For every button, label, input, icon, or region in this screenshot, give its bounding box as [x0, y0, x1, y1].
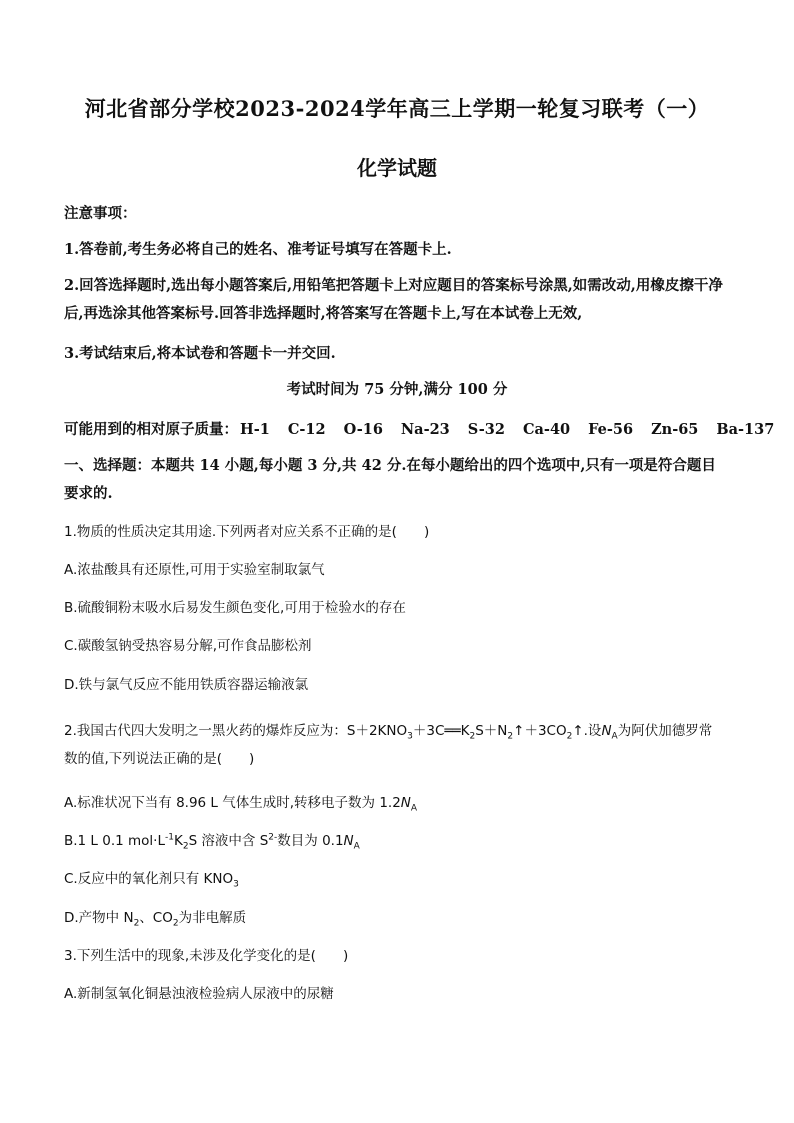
atomic-mass-item: C-12: [287, 421, 326, 438]
atomic-mass-item: Ba-137: [716, 421, 775, 438]
atomic-mass-item: S-32: [467, 421, 505, 438]
notice-item-3: 3.考试结束后,将本试卷和答题卡一并交回.: [64, 345, 336, 362]
exam-subtitle: 化学试题: [357, 156, 437, 180]
atomic-mass-item: Fe-56: [588, 421, 634, 438]
question-2-option-d: D.产物中 $N_2$、$CO_2$为非电解质: [64, 910, 247, 929]
reaction-arrow: ══: [444, 723, 461, 739]
question-1-stem: 1.物质的性质决定其用途.下列两者对应关系不正确的是( ): [64, 524, 430, 540]
notice-item-2: 2.回答选择题时,选出每小题答案后,用铅笔把答题卡上对应题目的答案标号涂黑,如需改动,用橡皮擦干净后,再选涂其他答案标号.回答非选择题时,将答案写在答题卡上,写在本试卷上无效,: [64, 277, 723, 322]
question-3-option-a: A.新制氢氧化铜悬浊液检验病人尿液中的尿糖: [64, 986, 334, 1002]
question-2-option-c: C.反应中的氧化剂只有 $KNO_3$: [64, 871, 239, 890]
atomic-mass-item: Ca-40: [522, 421, 571, 438]
question-2-option-b: B.1 L 0.1 $mol\cdot L^{-1}K_2S$ 溶液中含 $S^{2-}$数目为 $0.1N_A$: [64, 832, 360, 852]
question-2-option-a: A.标准状况下当有 8.96 L 气体生成时,转移电子数为 $1.2N_A$: [64, 795, 418, 814]
question-3-stem: 3.下列生活中的现象,未涉及化学变化的是( ): [64, 948, 349, 964]
atomic-mass-line: [64, 418, 775, 439]
exam-time-info: 考试时间为 75 分钟,满分 100 分: [286, 381, 508, 398]
atomic-mass-item: Na-23: [400, 421, 450, 438]
question-1-option-b: B.硫酸铜粉末吸水后易发生颜色变化,可用于检验水的存在: [64, 600, 406, 616]
notice-heading: 注意事项：: [64, 205, 137, 222]
exam-title: 河北省部分学校2023-2024学年高三上学期一轮复习联考（一）: [84, 96, 710, 121]
question-2-stem: 2.我国古代四大发明之一黑火药的爆炸反应为：$S+2KNO_3+3C══K_2S+N_2↑+3CO_2↑$.设$N_A$为阿伏加德罗常数的值,下列说法正确的是( ): [64, 723, 713, 767]
question-1-option-d: D.铁与氯气反应不能用铁质容器运输液氯: [64, 677, 309, 693]
atomic-mass-item: O-16: [343, 421, 383, 438]
atomic-mass-item: H-1: [240, 421, 270, 438]
atomic-mass-label: 可能用到的相对原子质量：: [64, 421, 238, 438]
notice-item-1: 1.答卷前,考生务必将自己的姓名、准考证号填写在答题卡上.: [64, 241, 452, 258]
section-heading: 一、选择题：本题共 14 小题,每小题 3 分,共 42 分.在每小题给出的四个选项中,只有一项是符合题目要求的.: [64, 457, 716, 502]
question-1-option-c: C.碳酸氢钠受热容易分解,可作食品膨松剂: [64, 638, 312, 654]
atomic-mass-item: Zn-65: [651, 421, 699, 438]
question-1-option-a: A.浓盐酸具有还原性,可用于实验室制取氯气: [64, 562, 325, 578]
